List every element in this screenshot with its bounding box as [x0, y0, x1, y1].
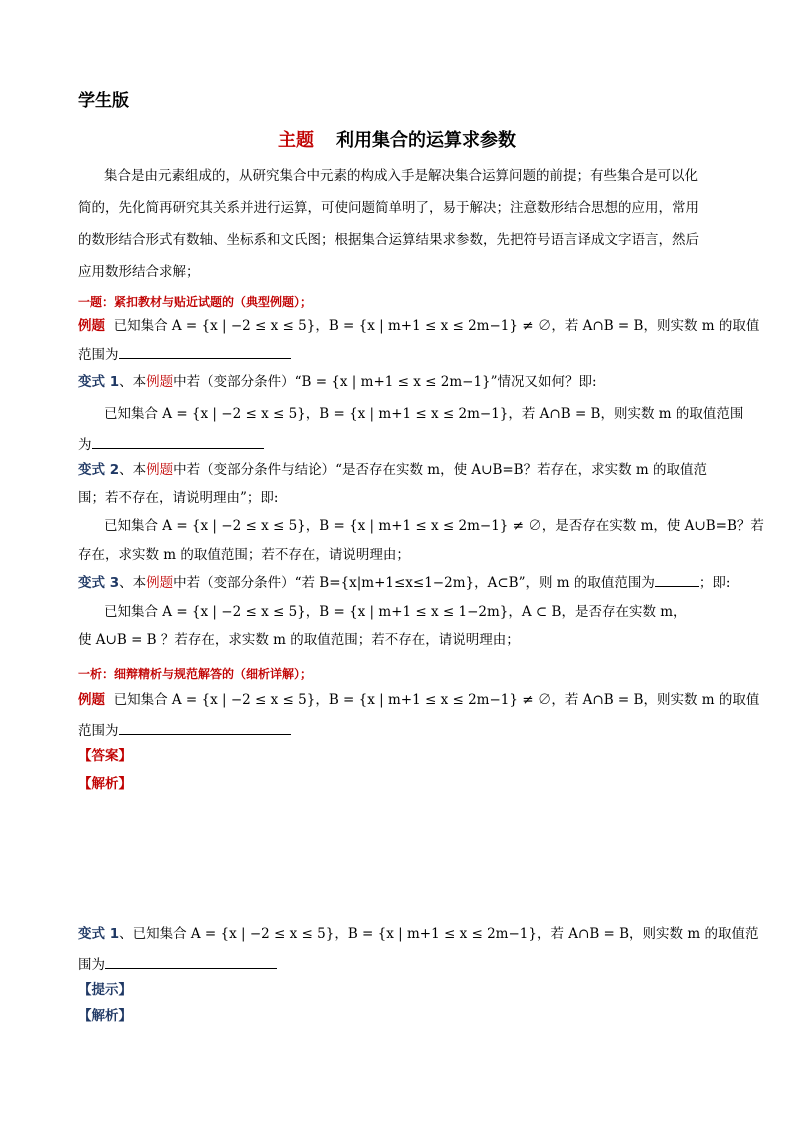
variant1b-line-2 — [78, 954, 720, 975]
variant1-label: 变式 1 — [78, 374, 120, 390]
example2-line-1 — [78, 690, 760, 710]
variant3-ref: 例题 — [146, 575, 174, 591]
example-text-1: 已知集合 A = {x | −2 ≤ x ≤ 5}，B = {x | m+1 ≤ x ≤ 2m−1} ≠ ∅，若 A∩B = B，则实数 m 的取值 — [113, 318, 760, 334]
variant1-line-2 — [78, 434, 720, 455]
variant2-intro-c: 围；若不存在，请说明理由”；即: — [78, 490, 279, 506]
answer-blank[interactable] — [105, 954, 277, 969]
example-text-2: 范围为 — [78, 347, 119, 363]
answer-label-text: 【答案】 — [78, 748, 132, 764]
variant3-intro-c: ；即: — [698, 575, 731, 591]
variant1-ref: 例题 — [146, 374, 174, 390]
example-line-1 — [78, 316, 760, 336]
intro-line-4: 应用数形结合求解； — [78, 264, 200, 280]
variant1-intro-a: 、本 — [119, 374, 147, 390]
title-topic: 主题 — [278, 130, 314, 151]
example-label: 例题 — [78, 318, 105, 334]
example2-line-2 — [78, 720, 720, 741]
section2-heading-text: 一析：细辩精析与规范解答的（细析详解）； — [78, 667, 313, 681]
section1-heading — [78, 292, 720, 312]
variant2-intro-a: 、本 — [119, 462, 147, 478]
intro-line-3: 的数形结合形式有数轴、坐标系和文氏图；根据集合运算结果求参数，先把符号语言译成文字语言，然后 — [78, 232, 699, 248]
intro-line-1: 集合是由元素组成的，从研究集合中元素的构成入手是解决集合运算问题的前提；有些集合是可以化 — [104, 168, 698, 184]
variant2-intro — [78, 460, 720, 480]
intro-line-2: 简的，先化简再研究其关系并进行运算，可使问题简单明了，易于解决；注意数形结合思想的应用，常用 — [78, 200, 699, 216]
variant2-label: 变式 2 — [78, 462, 120, 478]
variant1-line-1: 已知集合 A = {x | −2 ≤ x ≤ 5}，B = {x | m+1 ≤ x ≤ 2m−1}，若 A∩B = B，则实数 m 的取值范围 — [104, 406, 744, 422]
variant3-label: 变式 3 — [78, 575, 120, 591]
variant1b-text-1: 、已知集合 A = {x | −2 ≤ x ≤ 5}，B = {x | m+1 ≤ x ≤ 2m−1}，若 A∩B = B，则实数 m 的取值范 — [119, 926, 759, 942]
answer-blank[interactable] — [119, 720, 291, 735]
answer-blank[interactable] — [655, 572, 699, 587]
variant1-intro — [78, 372, 720, 392]
variant3-intro-a: 、本 — [119, 575, 147, 591]
variant2-ref: 例题 — [146, 462, 174, 478]
variant3-line-1: 已知集合 A = {x | −2 ≤ x ≤ 5}，B = {x | m+1 ≤ x ≤ 1−2m}，A ⊂ B，是否存在实数 m， — [104, 604, 687, 620]
variant1b-label: 变式 1 — [78, 926, 120, 942]
answer-blank[interactable] — [119, 344, 291, 359]
variant1-text-2: 为 — [78, 437, 92, 453]
variant1b-line-1 — [78, 924, 759, 944]
edition-label: 学生版 — [78, 91, 129, 111]
hint-label — [78, 980, 720, 1000]
section2-heading — [78, 664, 720, 684]
example2-text-2: 范围为 — [78, 723, 119, 739]
variant3-intro-b: 中若（变部分条件）“若 B={x|m+1≤x≤1−2m}，A⊂B”，则 m 的取值范围为 — [173, 575, 655, 591]
analysis-label-2 — [78, 1006, 720, 1026]
variant3-line-2: 使 A∪B = B ？若存在，求实数 m 的取值范围；若不存在，请说明理由； — [78, 632, 520, 648]
variant2-line-1: 已知集合 A = {x | −2 ≤ x ≤ 5}，B = {x | m+1 ≤ x ≤ 2m−1} ≠ ∅，是否存在实数 m，使 A∪B=B？若 — [104, 518, 764, 534]
example2-text-1: 已知集合 A = {x | −2 ≤ x ≤ 5}，B = {x | m+1 ≤ x ≤ 2m−1} ≠ ∅，若 A∩B = B，则实数 m 的取值 — [113, 692, 760, 708]
title-text: 利用集合的运算求参数 — [336, 130, 516, 151]
analysis-label — [78, 774, 720, 794]
example-line-2 — [78, 344, 720, 365]
example2-label: 例题 — [78, 692, 105, 708]
variant1b-text-2: 围为 — [78, 957, 105, 973]
variant2-line-2: 存在，求实数 m 的取值范围；若不存在，请说明理由； — [78, 547, 410, 563]
page-title — [0, 126, 794, 152]
section1-heading-text: 一题：紧扣教材与贴近试题的（典型例题）； — [78, 295, 313, 309]
answer-blank[interactable] — [92, 434, 264, 449]
analysis-label-2-text: 【解析】 — [78, 1008, 132, 1024]
analysis-label-text: 【解析】 — [78, 776, 132, 792]
variant2-intro-b: 中若（变部分条件与结论）“是否存在实数 m，使 A∪B=B？若存在，求实数 m 的取值范 — [173, 462, 707, 478]
variant3-intro — [78, 572, 731, 593]
hint-label-text: 【提示】 — [78, 982, 132, 998]
answer-label — [78, 746, 720, 766]
variant1-intro-b: 中若（变部分条件）“B = {x | m+1 ≤ x ≤ 2m−1}”情况又如何？即: — [173, 374, 597, 390]
